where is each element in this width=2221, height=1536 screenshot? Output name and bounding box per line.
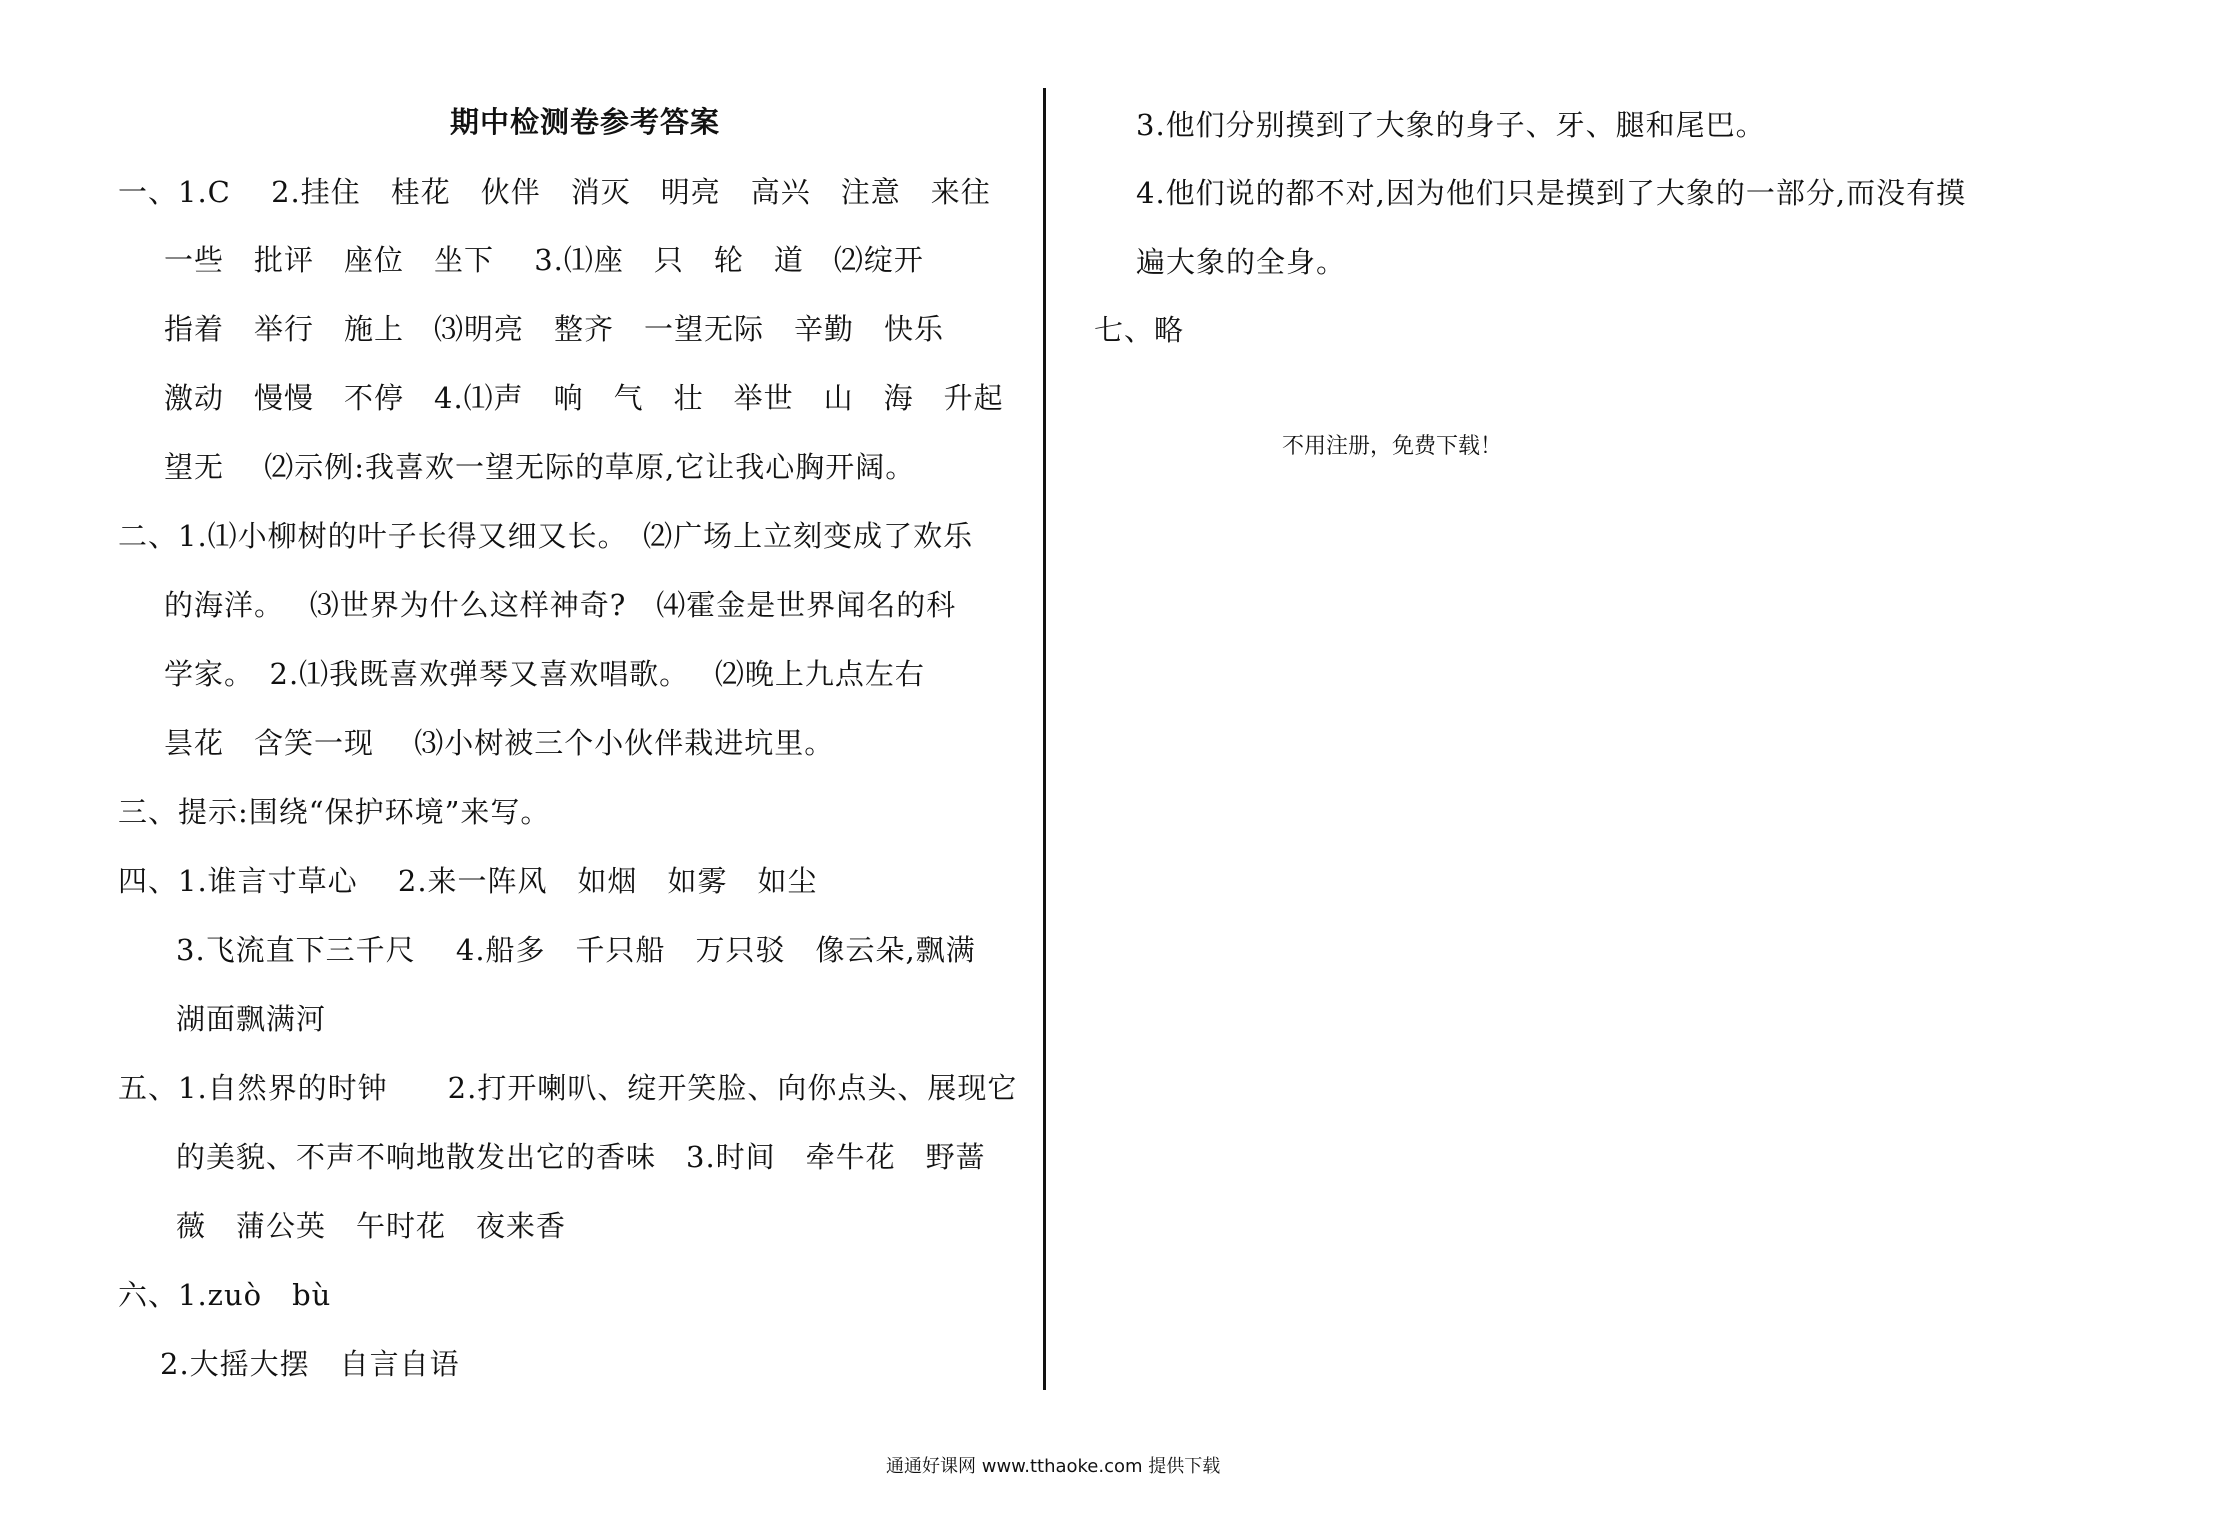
right-line-4: 七、略	[1094, 313, 1185, 347]
left-line-12: 3.飞流直下三千尺 4.船多 千只船 万只驳 像云朵,飘满	[176, 933, 976, 967]
left-line-2: 一些 批评 座位 坐下 3.⑴座 只 轮 道 ⑵绽开	[164, 243, 924, 277]
left-line-9: 昙花 含笑一现 ⑶小树被三个小伙伴栽进坑里。	[164, 726, 835, 760]
left-line-15: 的美貌、不声不响地散发出它的香味 3.时间 牵牛花 野蔷	[176, 1140, 986, 1174]
left-line-16: 薇 蒲公英 午时花 夜来香	[176, 1209, 567, 1243]
footer-credit: 通通好课网 www.tthaoke.com 提供下载	[886, 1456, 1221, 1477]
left-line-18: 2.大摇大摆 自言自语	[160, 1347, 460, 1381]
right-line-2: 4.他们说的都不对,因为他们只是摸到了大象的一部分,而没有摸	[1136, 176, 1967, 210]
column-divider	[1043, 88, 1046, 1390]
page-title: 期中检测卷参考答案	[449, 105, 720, 139]
left-line-3: 指着 举行 施上 ⑶明亮 整齐 一望无际 辛勤 快乐	[164, 312, 945, 346]
left-line-7: 的海洋。 ⑶世界为什么这样神奇? ⑷霍金是世界闻名的科	[164, 588, 957, 622]
left-line-17: 六、1.zuò bù	[118, 1278, 332, 1312]
right-line-3: 遍大象的全身。	[1136, 245, 1347, 279]
left-line-14: 五、1.自然界的时钟 2.打开喇叭、绽开笑脸、向你点头、展现它	[118, 1071, 1018, 1105]
left-line-6: 二、1.⑴小柳树的叶子长得又细又长。 ⑵广场上立刻变成了欢乐	[118, 519, 974, 553]
left-line-4: 激动 慢慢 不停 4.⑴声 响 气 壮 举世 山 海 升起	[164, 381, 1004, 415]
left-line-13: 湖面飘满河	[176, 1002, 327, 1036]
left-line-5: 望无 ⑵示例:我喜欢一望无际的草原,它让我心胸开阔。	[164, 450, 916, 484]
right-line-1: 3.他们分别摸到了大象的身子、牙、腿和尾巴。	[1136, 108, 1766, 142]
left-line-10: 三、提示:围绕“保护环境”来写。	[118, 795, 551, 829]
left-line-1: 一、1.C 2.挂住 桂花 伙伴 消灭 明亮 高兴 注意 来往	[118, 175, 991, 209]
left-line-8: 学家。 2.⑴我既喜欢弹琴又喜欢唱歌。 ⑵晚上九点左右	[164, 657, 925, 691]
left-line-11: 四、1.谁言寸草心 2.来一阵风 如烟 如雾 如尘	[118, 864, 818, 898]
download-notice: 不用注册，免费下载！	[1282, 434, 1503, 459]
